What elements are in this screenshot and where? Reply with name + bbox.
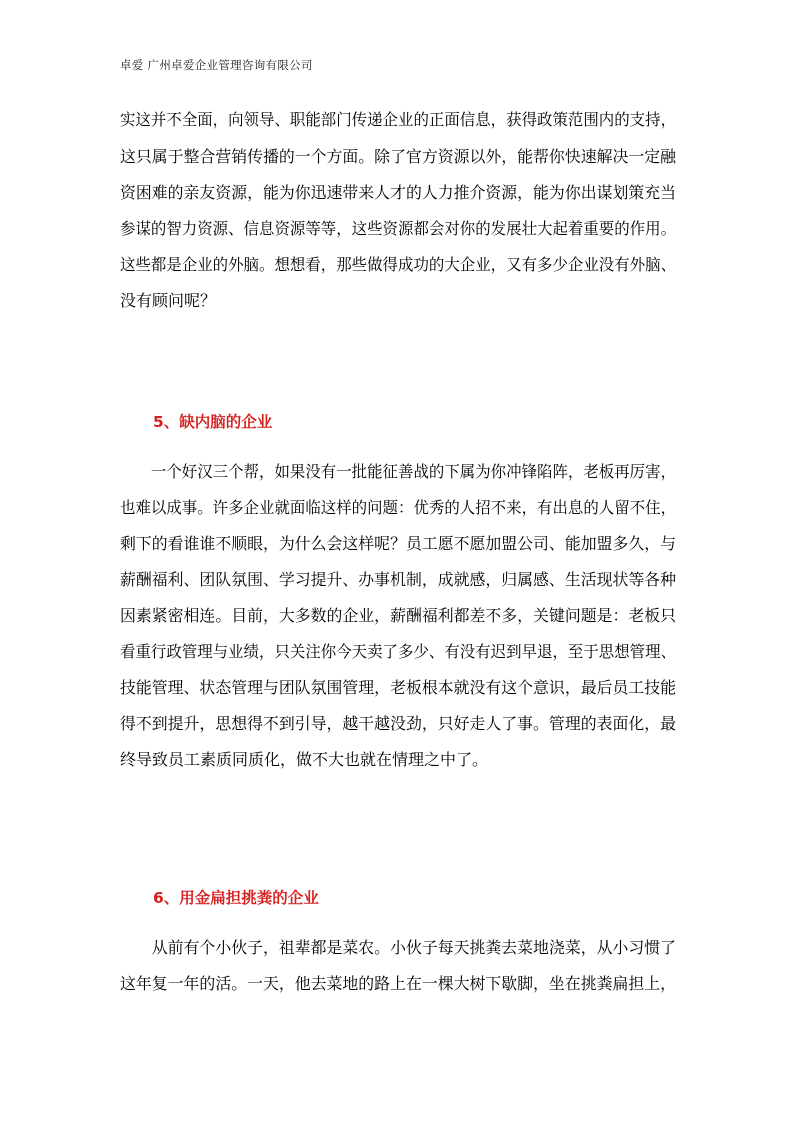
section-heading: 5、缺内脑的企业 [153, 413, 273, 431]
paragraph-line: 实这并不全面，向领导、职能部门传递企业的正面信息，获得政策范围内的支持， [120, 110, 677, 129]
paragraph-line: 从前有个小伙子，祖辈都是菜农。小伙子每天挑粪去菜地浇菜，从小习惯了 [120, 938, 677, 957]
paragraph-line: 这些都是企业的外脑。想想看，那些做得成功的大企业，又有多少企业没有外脑、 [120, 255, 677, 274]
paragraph-line: 看重行政管理与业绩，只关注你今天卖了多少、有没有迟到早退，至于思想管理、 [120, 642, 677, 661]
section-heading: 6、用金扁担挑粪的企业 [153, 889, 319, 907]
page-header: 卓爱 广州卓爱企业管理咨询有限公司 [120, 58, 313, 72]
paragraph-line: 薪酬福利、团队氛围、学习提升、办事机制，成就感，归属感、生活现状等各种 [120, 570, 677, 589]
paragraph-line: 因素紧密相连。目前，大多数的企业，薪酬福利都差不多，关键问题是：老板只 [120, 606, 677, 625]
paragraph-line: 剩下的看谁谁不顺眼，为什么会这样呢？员工愿不愿加盟公司、能加盟多久，与 [120, 534, 677, 553]
paragraph-line: 一个好汉三个帮，如果没有一批能征善战的下属为你冲锋陷阵，老板再厉害， [120, 462, 677, 481]
paragraph-line: 这年复一年的活。一天，他去菜地的路上在一棵大树下歇脚，坐在挑粪扁担上， [120, 974, 677, 993]
paragraph-line: 这只属于整合营销传播的一个方面。除了官方资源以外，能帮你快速解决一定融 [120, 147, 677, 166]
paragraph-line: 终导致员工素质同质化，做不大也就在情理之中了。 [120, 750, 489, 769]
paragraph-line: 参谋的智力资源、信息资源等等，这些资源都会对你的发展壮大起着重要的作用。 [120, 219, 677, 238]
paragraph-line: 没有顾问呢？ [120, 291, 217, 310]
paragraph-line: 资困难的亲友资源，能为你迅速带来人才的人力推介资源，能为你出谋划策充当 [120, 183, 677, 202]
paragraph-line: 技能管理、状态管理与团队氛围管理，老板根本就没有这个意识，最后员工技能 [120, 678, 677, 697]
paragraph-line: 也难以成事。许多企业就面临这样的问题：优秀的人招不来，有出息的人留不住， [120, 498, 677, 517]
paragraph-line: 得不到提升，思想得不到引导，越干越没劲，只好走人了事。管理的表面化，最 [120, 714, 677, 733]
